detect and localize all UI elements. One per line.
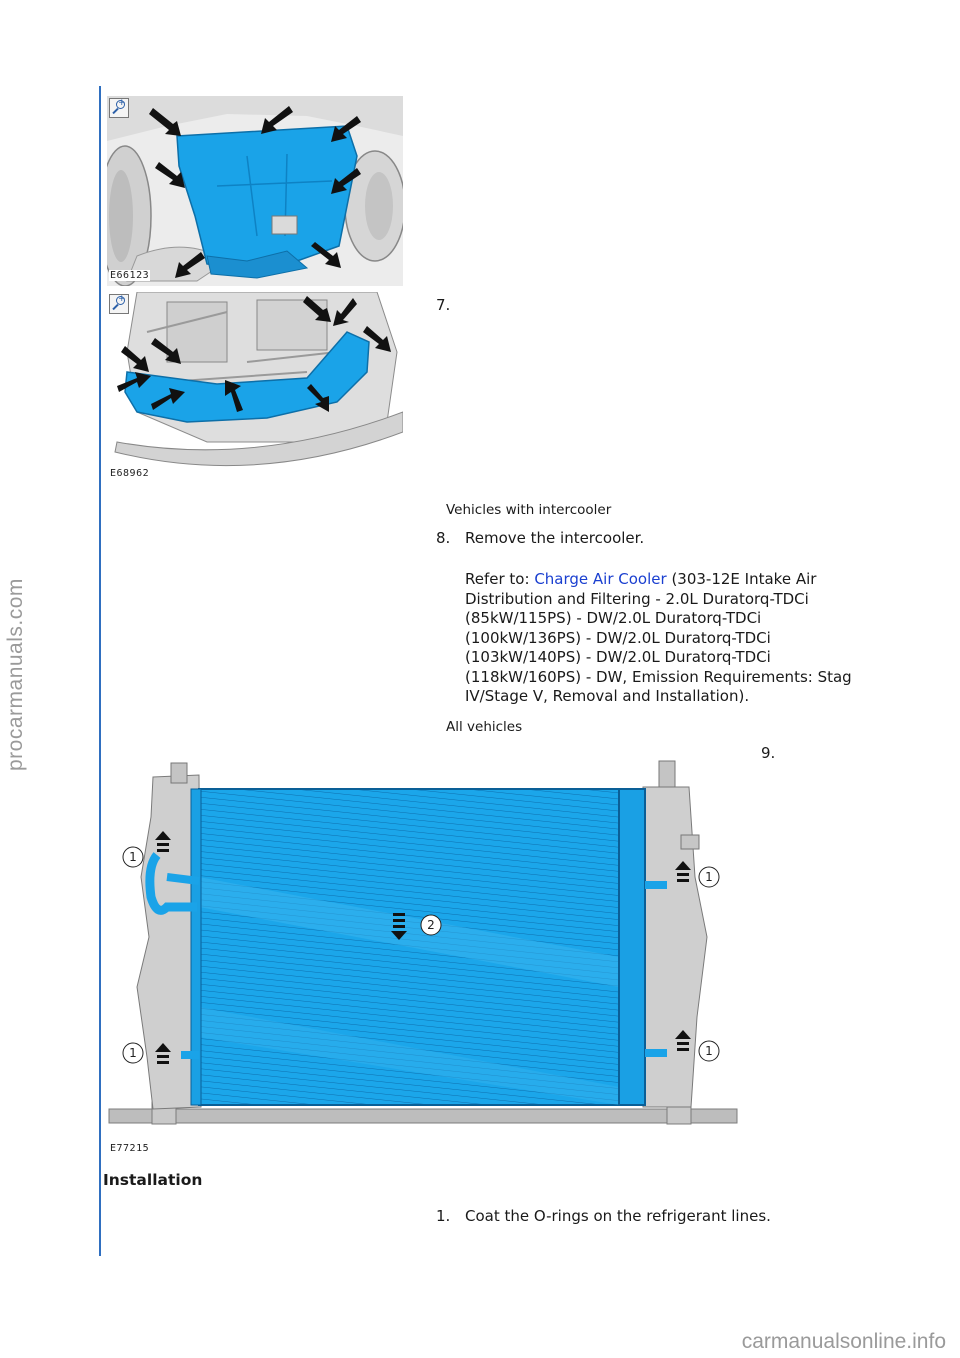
refer-line: (103kW/140PS) - DW/2.0L Duratorq-TDCi (465, 648, 771, 666)
zoom-icon[interactable]: + (109, 294, 129, 314)
step-number: 8. (436, 529, 451, 547)
undershield-front-illustration (107, 96, 403, 286)
condition-label: Vehicles with intercooler (446, 502, 612, 518)
side-watermark: procarmanuals.com (4, 578, 27, 772)
figure-undershield-rear (107, 292, 403, 484)
zoom-icon[interactable]: + (109, 98, 129, 118)
charge-air-cooler-link[interactable]: Charge Air Cooler (534, 570, 667, 588)
step-number: 9. (761, 744, 776, 762)
refer-line: (85kW/115PS) - DW/2.0L Duratorq-TDCi (465, 609, 762, 627)
step-text: Remove the intercooler. (465, 529, 645, 547)
callout-label: 1 (705, 1044, 713, 1058)
step-number: 1. (436, 1207, 451, 1225)
undershield-rear-illustration (107, 292, 403, 484)
condenser-illustration (107, 757, 739, 1159)
step-number: 7. (436, 296, 451, 314)
callout-label: 1 (705, 870, 713, 884)
refer-line: (100kW/136PS) - DW/2.0L Duratorq-TDCi (465, 628, 771, 647)
footer-watermark: carmanualsonline.info (741, 1330, 946, 1353)
refer-line: IV/Stage V, Removal and Installation). (465, 687, 750, 705)
figure-code: E66123 (110, 270, 150, 281)
figure-code: E68962 (110, 468, 150, 479)
margin-rule (99, 86, 101, 1256)
reference-block (465, 570, 885, 707)
section-heading: Installation (103, 1171, 203, 1189)
figure-undershield-front (107, 96, 403, 286)
callout-label: 1 (129, 1046, 137, 1060)
figure-condenser (107, 757, 739, 1159)
refer-prefix: Refer to: (465, 570, 535, 588)
refer-line: (303-12E Intake Air (666, 570, 817, 588)
refer-line: Distribution and Filtering - 2.0L Duratorq-TDCi (465, 589, 809, 608)
condition-label: All vehicles (446, 719, 523, 735)
figure-code: E77215 (110, 1143, 150, 1154)
step-text: Coat the O-rings on the refrigerant lines. (465, 1207, 771, 1225)
callout-label: 1 (129, 850, 137, 864)
refer-line: (118kW/160PS) - DW, Emission Requirements: Stag (465, 667, 852, 686)
callout-label: 2 (427, 918, 435, 932)
